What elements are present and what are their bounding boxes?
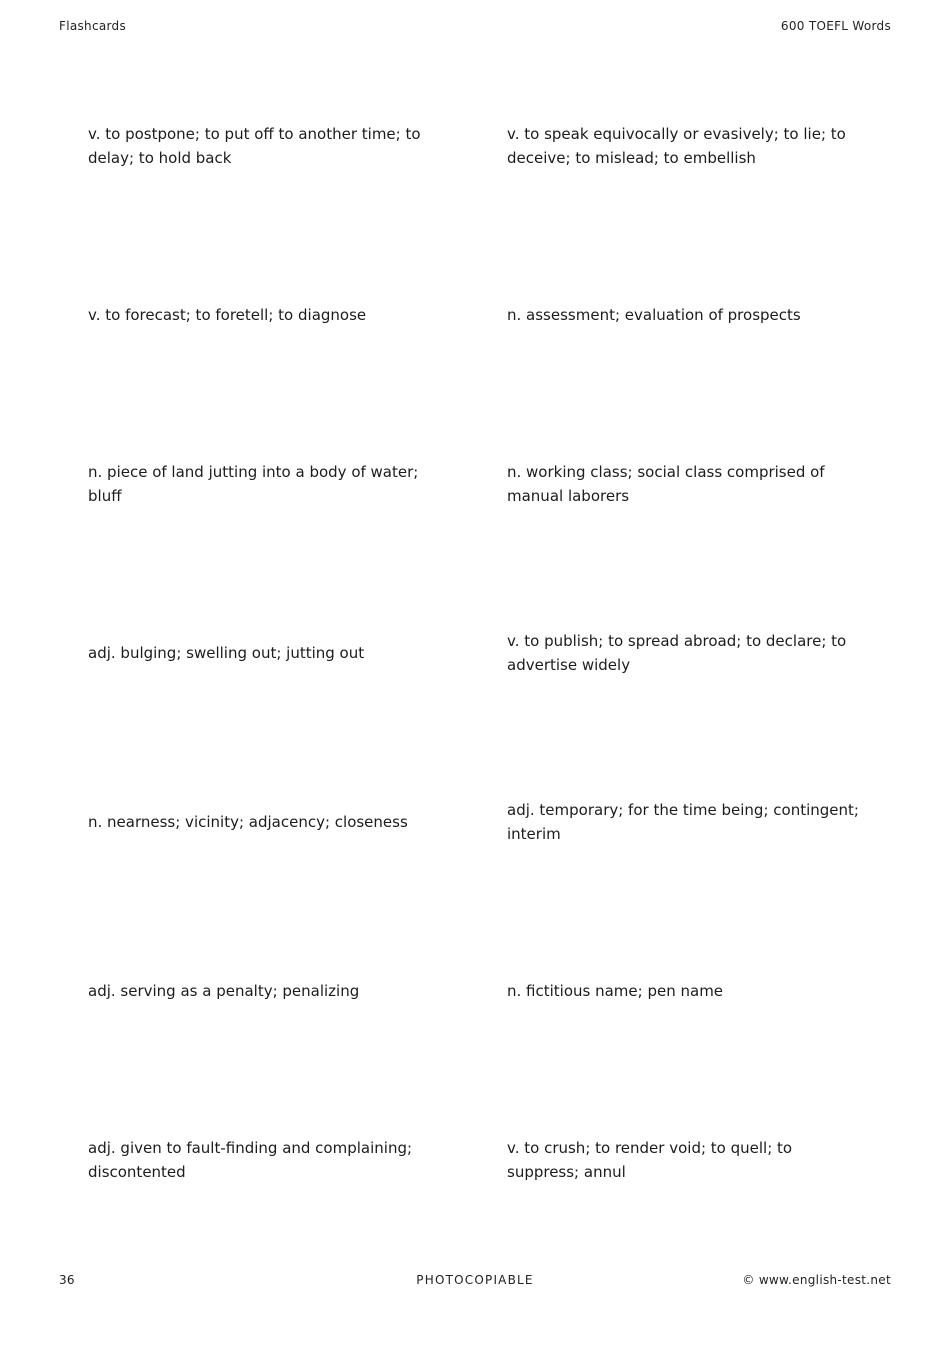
flashcard-definition xyxy=(88,737,444,906)
definition-text: adj. given to fault-finding and complaining; discontented xyxy=(88,1138,413,1181)
definition-text: v. to publish; to spread abroad; to declare; to advertise widely xyxy=(507,631,847,674)
definition-text: n. fictitious name; pen name xyxy=(507,981,724,1000)
definition-text: n. working class; social class comprised of manual laborers xyxy=(507,462,825,505)
definition-text: v. to crush; to render void; to quell; to suppress; annul xyxy=(507,1138,793,1181)
flashcard-definition xyxy=(507,399,863,568)
definition-text: n. assessment; evaluation of prospects xyxy=(507,305,801,324)
flashcard-definition xyxy=(88,1075,444,1244)
flashcard-definition xyxy=(88,230,444,399)
definition-text: adj. temporary; for the time being; contingent; interim xyxy=(507,800,859,843)
flashcard-definition xyxy=(507,906,863,1075)
flashcard-definition xyxy=(507,61,863,230)
flashcard-definition xyxy=(88,568,444,737)
flashcard-definition xyxy=(507,230,863,399)
flashcard-definition xyxy=(88,906,444,1075)
flashcard-definition xyxy=(88,399,444,568)
photocopiable-label: PHOTOCOPIABLE xyxy=(416,1273,534,1287)
definition-text: adj. bulging; swelling out; jutting out xyxy=(88,643,365,662)
definition-text: n. piece of land jutting into a body of water; bluff xyxy=(88,462,419,505)
copyright-notice: © www.english-test.net xyxy=(742,1273,891,1287)
flashcard-definition xyxy=(507,1075,863,1244)
page-number: 36 xyxy=(59,1273,75,1287)
definition-text: v. to forecast; to foretell; to diagnose xyxy=(88,305,367,324)
flashcard-definition xyxy=(88,61,444,230)
header-title: Flashcards xyxy=(59,19,126,33)
header-book-title: 600 TOEFL Words xyxy=(780,19,891,33)
definition-text: v. to postpone; to put off to another time; to delay; to hold back xyxy=(88,124,421,167)
flashcard-definition xyxy=(507,568,863,737)
definition-text: v. to speak equivocally or evasively; to lie; to deceive; to mislead; to embellish xyxy=(507,124,846,167)
definition-text: adj. serving as a penalty; penalizing xyxy=(88,981,360,1000)
flashcard-definition xyxy=(507,737,863,906)
definition-text: n. nearness; vicinity; adjacency; closeness xyxy=(88,812,408,831)
